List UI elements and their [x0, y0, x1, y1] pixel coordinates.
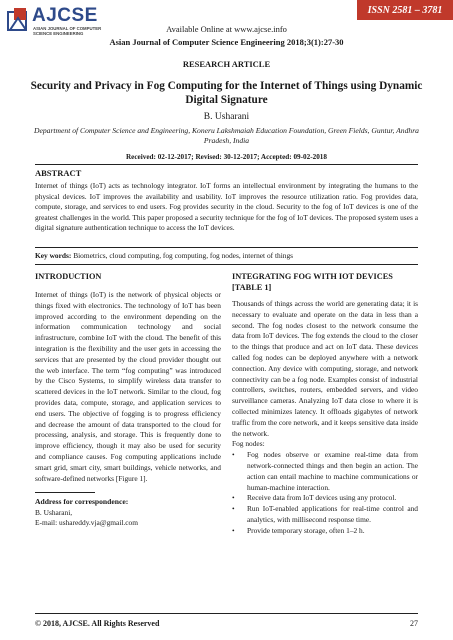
bullet-icon: • [232, 450, 235, 460]
abstract-heading: ABSTRACT [35, 168, 82, 178]
list-item [232, 493, 418, 504]
author-affiliation: Department of Computer Science and Engineering, Koneru Lakshmaiah Education Foundation, Green Fields, Guntur, Andhra Pradesh, India [34, 126, 419, 145]
page-number: 27 [410, 619, 418, 628]
journal-logo [6, 5, 114, 41]
bullet-icon: • [232, 493, 235, 503]
list-item [232, 450, 418, 493]
correspondence-email[interactable]: E-mail: ushareddy.vja@gmail.com [35, 518, 138, 528]
correspondence-name: B. Usharani, [35, 507, 73, 517]
list-item [232, 526, 418, 537]
logo-subtitle: ASIAN JOURNAL OF COMPUTER SCIENCE ENGINEERING [33, 26, 102, 36]
integrating-body: Thousands of things across the world are generating data; it is necessary to evaluate and operate on the data in less than a second. The fog nodes closest to the network consume the data from IoT devices. The fog extends the cloud to the closer to the things that produce and act on IoT data. These devices called fog nodes can be deployed anywhere with a network connection. Any device with computing, storage, and network connectivity can be a fog node. Examples consist of industrial controllers, switches, routers, embedded servers, and video surveillance cameras. Analyzing IoT data close to where it is collected minimizes latency. It offloads gigabytes of network traffic from the core network, and it keeps sensitive data inside the network. [232, 299, 419, 438]
correspondence-heading: Address for correspondence: [35, 497, 129, 507]
keywords [35, 251, 418, 260]
abstract-body: Internet of things (IoT) acts as technology integrator. IoT forms an intellectual environment by integrating the humans to the physical devices. IoT improves the availability and usability. IoT improves the resource utilization ratio. Fog provides data, compute, storage, and services to end users. Fog provides security in the cloud. Security to the fog of IoT devices is one of the greatest challenges in the world. This paper proposed a security technique for the fog of IoT devices. The proposed system uses a digital signature authentication technique to access the IoT devices. [35, 181, 418, 232]
list-item-text: Provide temporary storage, often 1–2 h. [247, 525, 365, 535]
bullet-icon: • [232, 504, 235, 514]
integrating-heading: INTEGRATING FOG WITH IOT DEVICES [TABLE 1] [232, 272, 393, 292]
bullet-icon: • [232, 525, 235, 535]
list-item-text: Receive data from IoT devices using any protocol. [247, 493, 397, 503]
divider [35, 164, 418, 165]
fog-nodes-list [232, 450, 418, 536]
left-column [35, 271, 221, 529]
introduction-body: Internet of things (IoT) is the network of physical objects or things fixed with electronics. The technology of IoT has been improved according to the environment depending on the information communication technology and social infrastructure, combine IoT with the cloud. The benefit of this integration is the flexibility and the user gets in accessing the services that are presented by the cloud provider thought out the web interface. The term “fog computing” was introduced by the Cisco Systems, to simplify wireless data transfer to scattered devices in the IoT network. Similar to the cloud, fog provides data, compute, storage, and application services to end users. The objective of fogging is to progress efficiency and decrease the amount of data transported to the cloud for processing, analysis, and storage. This is frequently done to improve efficiency, though it may also be used for security and compliance causes. Fog computing applications include smart grid, smart city, smart buildings, vehicle networks, and software-defined networks [Figure 1]. [35, 290, 221, 483]
copyright: © 2018, AJCSE. All Rights Reserved [35, 619, 160, 628]
author-name: B. Usharani [203, 112, 250, 122]
correspondence-divider [35, 492, 95, 493]
introduction-heading: INTRODUCTION [35, 272, 102, 281]
article-type: RESEARCH ARTICLE [182, 59, 271, 69]
divider [35, 264, 418, 265]
available-online-text: Available Online at www.ajcse.info [166, 24, 287, 34]
fog-nodes-heading: Fog nodes: [232, 439, 265, 449]
list-item-text: Run IoT-enabled applications for real-time control and analytics, with millisecond response time. [247, 504, 418, 524]
journal-reference: Asian Journal of Computer Science Engineering 2018;3(1):27-30 [109, 37, 344, 47]
keywords-label: Key words: [35, 251, 72, 260]
logo-wordmark: AJCSE [32, 5, 98, 26]
issn-badge: ISSN 2581 – 3781 [357, 0, 453, 20]
keywords-text: Biometrics, cloud computing, fog computing, fog nodes, internet of things [71, 251, 294, 260]
divider [35, 247, 418, 248]
article-title: Security and Privacy in Fog Computing for the Internet of Things using Dynamic Digital Signature [30, 80, 423, 106]
list-item [232, 504, 418, 526]
right-column [232, 271, 418, 537]
article-dates: Received: 02-12-2017; Revised: 30-12-2017; Accepted: 09-02-2018 [125, 153, 327, 161]
footer-divider [35, 613, 418, 614]
list-item-text: Fog nodes observe or examine real-time data from network-connected things and then begin an action. The action can entail machine to machine communications or human-machine interaction. [247, 450, 418, 492]
